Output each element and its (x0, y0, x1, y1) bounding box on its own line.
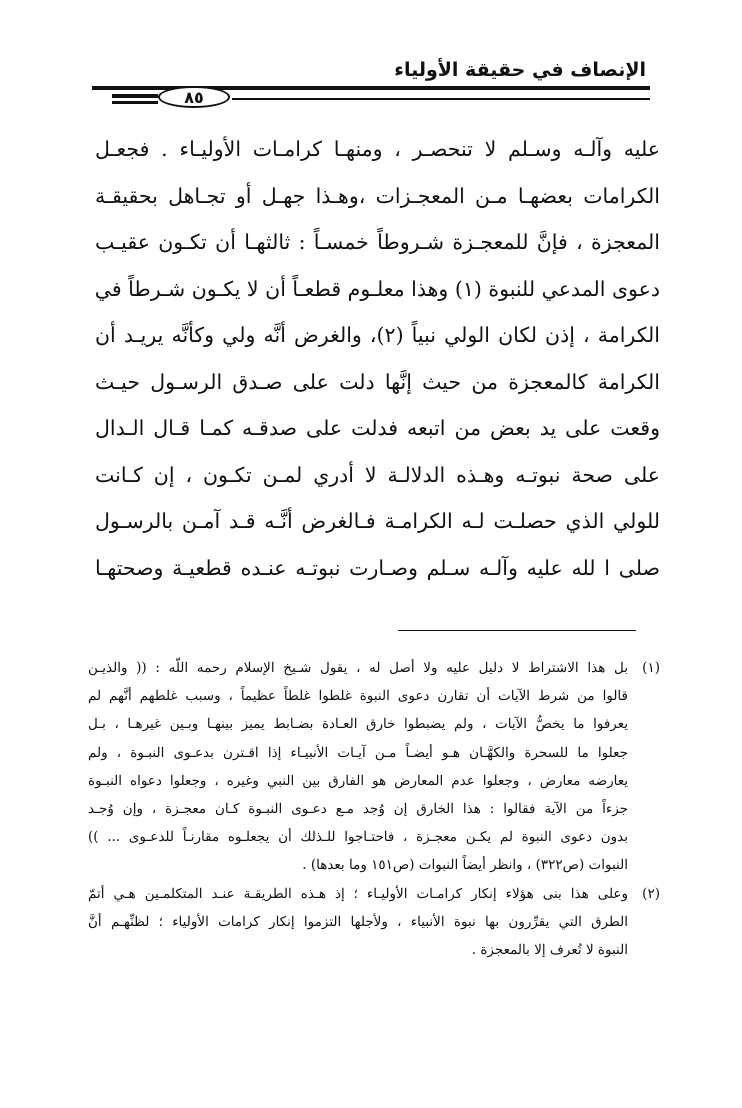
footnote-line: النبوات (ص٣٢٢) ، وانظر أيضاً النبوات (ص١٥١ وما بعدها) . (302, 857, 628, 874)
text-line: المعجزة ، فإنَّ للمعجـزة شـروطاً خمسـاً : ثالثهـا أن تكـون عقيـب (95, 230, 660, 254)
main-text-block (95, 126, 660, 591)
text-line: للولي الذي حصلـت لـه الكرامـة فـالغرض أنَّـه قـد آمـن بالرسـول (95, 509, 660, 533)
footnote-marker: (١) (642, 660, 660, 676)
footnote-line: قالوا من شرط الآيات أن تقارن دعوى النبوة غلطوا غلطاً عظيماً ، وسبب غلطهم أنَّهم لم (88, 688, 628, 705)
footnote-line: وعلى هذا بنى هؤلاء إنكار كرامـات الأوليـاء ؛ إذ هـذه الطريقـة عنـد المتكلمـين هـي أتمّ (88, 885, 628, 902)
text-line: الكرامة ، إذن لكان الولي نبياً (٢)، والغرض أنَّه ولي وكأنَّه يريـد أن (95, 323, 660, 347)
page-number: ٨٥ (184, 87, 204, 107)
footnote-line: النبوة لا تُعرف إلا بالمعجزة . (471, 941, 628, 958)
footnote-2 (88, 880, 660, 965)
text-line: الكرامات بعضهـا مـن المعجـزات ،وهـذا جهـل أو تجـاهل بحقيقـة (95, 183, 660, 208)
text-line: وقعت على يد بعض من اتبعه فدلت على صدقـه كمـا قـال الـدال (95, 416, 660, 440)
footnote-body (88, 654, 628, 880)
header-rule-left-lower (112, 101, 158, 104)
page-number-badge (158, 86, 230, 108)
text-line: صلى ا لله عليه وآلـه سـلم وصـارت نبوتـه عنـده قطعيـة وصحتهـا (95, 555, 660, 580)
footnote-1 (88, 654, 660, 880)
footnote-separator (398, 630, 636, 631)
footnote-line: بدون دعوى النبوة لم يكـن معجـزة ، فاحتـاجوا للـذلك أن يجعلـوه مقارنـاً للدعـوى ... )) (88, 829, 628, 846)
text-line: الكرامة كالمعجزة من حيث إنَّها دلت على صـدق الرسـول حيـث (95, 369, 660, 394)
footnote-line: يعرفوا ما يخصُّ الآيات ، ولم يضبطوا خارق العـادة بضـابط يميز بينهـا وبـين غيرهـا ، بـل (88, 716, 628, 733)
running-header-title: الإنصاف في حقيقة الأولياء (394, 59, 646, 81)
footnote-line: بل هذا الاشتراط لا دليل عليه ولا أصل له ، يقول شـيخ الإسلام رحمه اللّه : (( والذيـن (88, 660, 628, 676)
footnote-line: الطرق التي يقرِّرون بها نبوة الأنبياء ، ولأجلها التزموا إنكار كرامات الأولياء ؛ لظنِّهـم أنَّ (88, 913, 628, 930)
footnotes-block (88, 654, 660, 964)
text-line: دعوى المدعي للنبوة (١) وهذا معلـوم قطعـاً أن لا يكـون شـرطاً في (95, 276, 660, 301)
footnote-line: جعلوا ما للسحرة والكهَّـان هـو أيضـاً مـن آيـات الأنبيـاء إذا اقـترن بدعـوى النبـوة ، ولم (88, 744, 628, 761)
text-line: عليه وآلـه وسـلم لا تنحصـر ، ومنهـا كرامـات الأوليـاء . فجعـل (95, 137, 660, 161)
footnote-line: يعارضه معارض ، وجعلوا عدم المعارض هو الفارق بين النبي وغيره ، وجعلوا دعواه النبـوة (88, 772, 628, 789)
text-line: على صحة نبوتـه وهـذه الدلالـة لا أدري لمـن تكـون ، إن كـانت (95, 462, 660, 487)
header-rule-thin (232, 98, 650, 100)
footnote-body (88, 880, 628, 965)
footnote-line: جزءاً من الآية فقالوا : هذا الخارق إن وُجد مـع دعـوى النبـوة كـان معجـزة ، وإن وُجـد (88, 800, 628, 817)
footnote-marker: (٢) (642, 885, 660, 902)
header-rule-left-upper (112, 94, 158, 98)
